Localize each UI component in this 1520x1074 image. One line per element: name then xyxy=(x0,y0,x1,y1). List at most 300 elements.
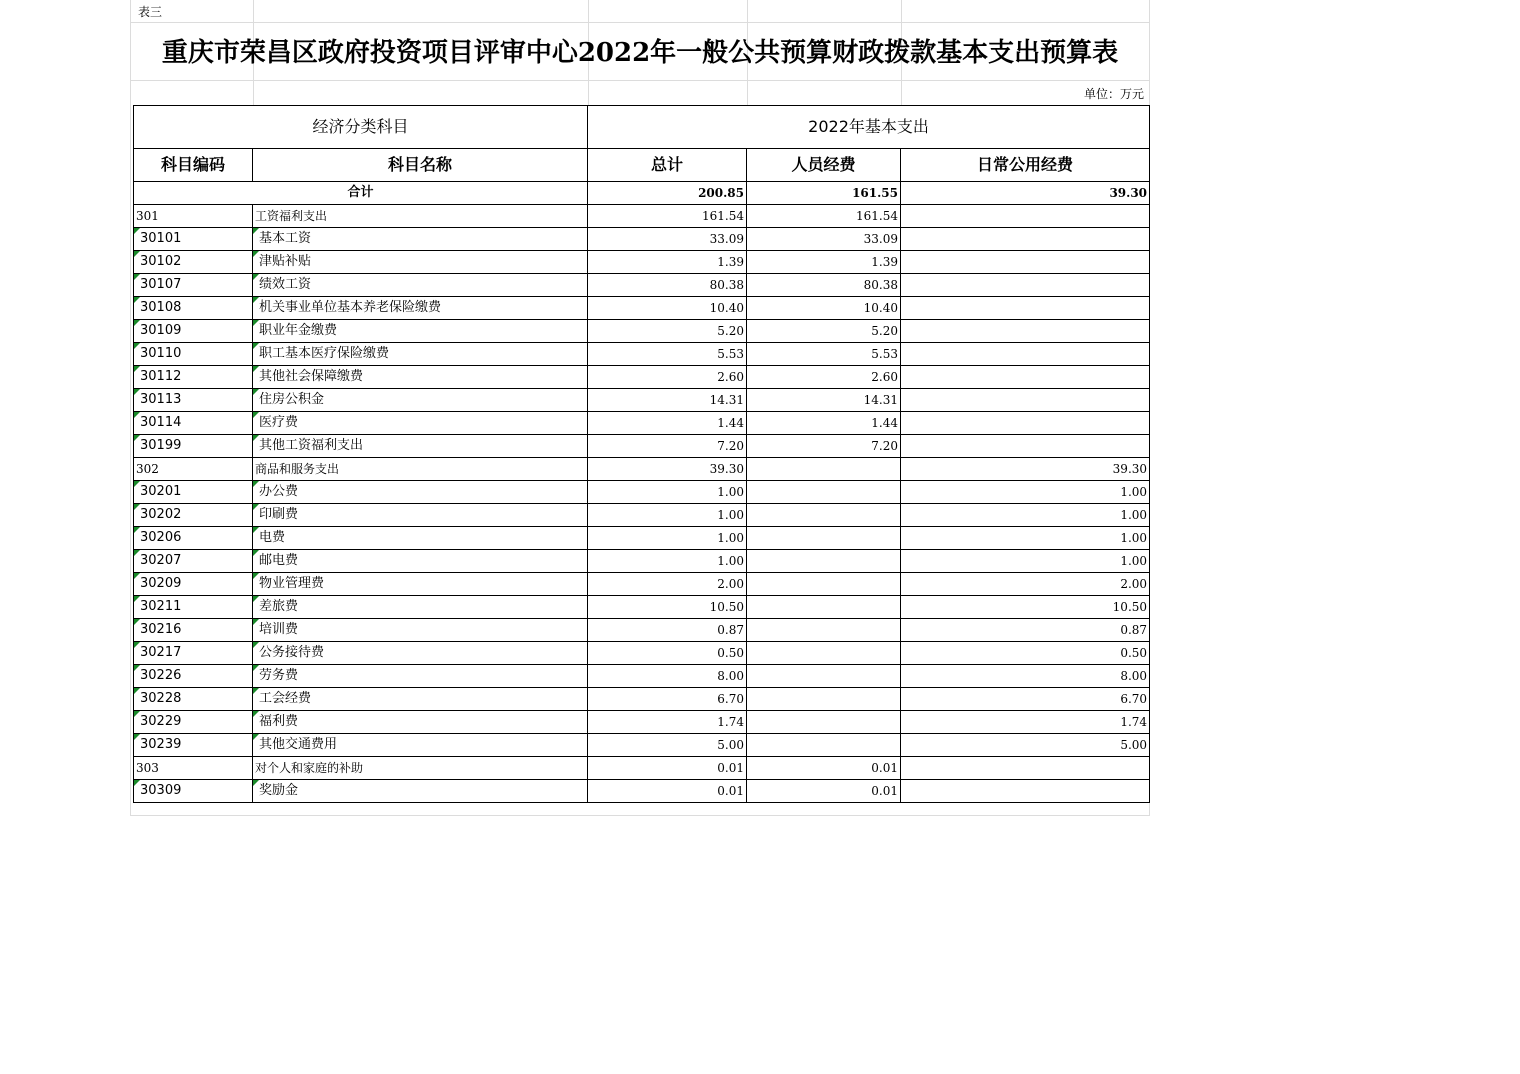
row-personnel xyxy=(747,297,901,320)
row-total-text: 14.31 xyxy=(709,393,745,407)
row-public xyxy=(901,389,1150,412)
row-name-text: 劳务费 xyxy=(259,668,299,683)
row-total xyxy=(588,297,747,320)
row-personnel xyxy=(747,320,901,343)
row-personnel-text: 5.20 xyxy=(871,324,899,338)
row-name-text: 对个人和家庭的补助 xyxy=(255,761,364,775)
row-public xyxy=(901,642,1150,665)
cell-marker-icon xyxy=(134,343,140,349)
row-total xyxy=(588,665,747,688)
cell-marker-icon xyxy=(134,642,140,648)
cell-marker-icon xyxy=(253,389,259,395)
row-name-text: 福利费 xyxy=(259,714,299,729)
cell-marker-icon xyxy=(134,550,140,556)
cell-marker-icon xyxy=(134,619,140,625)
header-public: 日常公用经费 xyxy=(901,149,1150,182)
row-code-text: 30110 xyxy=(140,346,182,361)
row-personnel xyxy=(747,389,901,412)
row-personnel-text: 1.44 xyxy=(871,416,899,430)
row-code xyxy=(134,734,253,757)
row-personnel-text: 10.40 xyxy=(863,301,899,315)
row-total xyxy=(588,527,747,550)
cell-marker-icon xyxy=(253,435,259,441)
row-total xyxy=(588,711,747,734)
row-total-text: 80.38 xyxy=(709,278,745,292)
row-code-text: 30108 xyxy=(140,300,182,315)
row-personnel-text: 161.54 xyxy=(856,209,899,223)
row-name-text: 物业管理费 xyxy=(259,576,325,591)
row-name-text: 其他交通费用 xyxy=(259,737,338,752)
header-total: 总计 xyxy=(588,149,747,182)
row-total-text: 1.44 xyxy=(717,416,745,430)
row-code xyxy=(134,550,253,573)
row-code-text: 30207 xyxy=(140,553,182,568)
row-public xyxy=(901,688,1150,711)
total-label: 合计 xyxy=(134,182,588,205)
row-name xyxy=(253,734,588,757)
row-total-text: 1.00 xyxy=(717,508,745,522)
row-name xyxy=(253,412,588,435)
row-total-text: 7.20 xyxy=(717,439,745,453)
header-expense-group: 2022年基本支出 xyxy=(588,106,1150,149)
row-personnel-text: 1.39 xyxy=(871,255,899,269)
row-total xyxy=(588,757,747,780)
row-code-text: 30113 xyxy=(140,392,182,407)
row-public xyxy=(901,550,1150,573)
row-name xyxy=(253,343,588,366)
cell-marker-icon xyxy=(134,412,140,418)
row-public-text: 2.00 xyxy=(1120,577,1148,591)
row-code xyxy=(134,412,253,435)
row-code-text: 30309 xyxy=(140,783,182,798)
row-personnel xyxy=(747,573,901,596)
cell-marker-icon xyxy=(253,412,259,418)
row-public xyxy=(901,228,1150,251)
row-total-text: 0.01 xyxy=(717,784,745,798)
row-public xyxy=(901,596,1150,619)
row-name xyxy=(253,228,588,251)
gridline xyxy=(130,22,1150,23)
row-name-text: 绩效工资 xyxy=(259,277,312,292)
row-code xyxy=(134,619,253,642)
row-name-text: 住房公积金 xyxy=(259,392,325,407)
row-name xyxy=(253,596,588,619)
row-total-text: 5.00 xyxy=(717,738,745,752)
table-row xyxy=(134,205,1150,228)
row-code-text: 30217 xyxy=(140,645,182,660)
row-total-text: 1.00 xyxy=(717,485,745,499)
cell-marker-icon xyxy=(253,780,259,786)
row-personnel xyxy=(747,780,901,803)
cell-marker-icon xyxy=(134,780,140,786)
row-total xyxy=(588,596,747,619)
row-total xyxy=(588,458,747,481)
row-name xyxy=(253,205,588,228)
row-code xyxy=(134,711,253,734)
table-row xyxy=(134,734,1150,757)
row-personnel xyxy=(747,688,901,711)
table-row xyxy=(134,320,1150,343)
total-personnel: 161.55 xyxy=(747,182,901,205)
row-name-text: 公务接待费 xyxy=(259,645,325,660)
cell-marker-icon xyxy=(253,550,259,556)
row-public xyxy=(901,251,1150,274)
cell-marker-icon xyxy=(253,481,259,487)
spreadsheet-sheet xyxy=(130,0,1150,816)
table-row xyxy=(134,481,1150,504)
row-code-text: 30216 xyxy=(140,622,182,637)
cell-marker-icon xyxy=(253,734,259,740)
row-code xyxy=(134,596,253,619)
gridline xyxy=(130,815,1150,816)
page-title: 重庆市荣昌区政府投资项目评审中心2022年一般公共预算财政拨款基本支出预算表 xyxy=(161,38,1119,68)
table-row xyxy=(134,458,1150,481)
row-total-text: 39.30 xyxy=(709,462,745,476)
table-row xyxy=(134,573,1150,596)
table-row xyxy=(134,711,1150,734)
row-name xyxy=(253,504,588,527)
row-public-text: 8.00 xyxy=(1120,669,1148,683)
row-total xyxy=(588,228,747,251)
row-code-text: 30109 xyxy=(140,323,182,338)
row-name xyxy=(253,573,588,596)
cell-marker-icon xyxy=(253,642,259,648)
row-code-text: 30226 xyxy=(140,668,182,683)
row-public xyxy=(901,780,1150,803)
gridline xyxy=(130,80,1150,81)
row-code xyxy=(134,780,253,803)
row-personnel-text: 2.60 xyxy=(871,370,899,384)
row-code xyxy=(134,366,253,389)
row-personnel xyxy=(747,274,901,297)
row-code xyxy=(134,757,253,780)
row-public xyxy=(901,757,1150,780)
row-total-text: 161.54 xyxy=(702,209,745,223)
row-public-text: 6.70 xyxy=(1120,692,1148,706)
row-total xyxy=(588,412,747,435)
row-name xyxy=(253,251,588,274)
row-name-text: 其他工资福利支出 xyxy=(259,438,364,453)
cell-marker-icon xyxy=(253,619,259,625)
row-name xyxy=(253,435,588,458)
row-total xyxy=(588,550,747,573)
row-total-text: 2.00 xyxy=(717,577,745,591)
row-name xyxy=(253,665,588,688)
row-personnel xyxy=(747,734,901,757)
row-name-text: 商品和服务支出 xyxy=(255,462,340,476)
cell-marker-icon xyxy=(253,665,259,671)
cell-marker-icon xyxy=(134,688,140,694)
row-total xyxy=(588,435,747,458)
row-public xyxy=(901,205,1150,228)
table-row xyxy=(134,757,1150,780)
row-name-text: 工会经费 xyxy=(259,691,312,706)
row-public xyxy=(901,504,1150,527)
table-row xyxy=(134,642,1150,665)
row-total-text: 10.40 xyxy=(709,301,745,315)
row-name-text: 邮电费 xyxy=(259,553,299,568)
cell-marker-icon xyxy=(253,688,259,694)
cell-marker-icon xyxy=(253,527,259,533)
row-personnel xyxy=(747,527,901,550)
row-name-text: 机关事业单位基本养老保险缴费 xyxy=(259,300,442,315)
cell-marker-icon xyxy=(253,366,259,372)
row-personnel xyxy=(747,550,901,573)
row-code xyxy=(134,458,253,481)
row-public xyxy=(901,274,1150,297)
cell-marker-icon xyxy=(253,297,259,303)
table-row xyxy=(134,596,1150,619)
table-row xyxy=(134,412,1150,435)
row-code-text: 30202 xyxy=(140,507,182,522)
row-public-text: 1.74 xyxy=(1120,715,1148,729)
table-row xyxy=(134,504,1150,527)
row-public xyxy=(901,412,1150,435)
row-public-text: 5.00 xyxy=(1120,738,1148,752)
row-total-text: 2.60 xyxy=(717,370,745,384)
row-total xyxy=(588,642,747,665)
row-code-text: 30107 xyxy=(140,277,182,292)
cell-marker-icon xyxy=(134,297,140,303)
row-total-text: 1.39 xyxy=(717,255,745,269)
row-name xyxy=(253,550,588,573)
header-code: 科目编码 xyxy=(134,149,253,182)
row-personnel-text: 33.09 xyxy=(863,232,899,246)
row-total xyxy=(588,320,747,343)
row-personnel-text: 80.38 xyxy=(863,278,899,292)
row-name xyxy=(253,274,588,297)
row-code xyxy=(134,389,253,412)
row-name xyxy=(253,481,588,504)
cell-marker-icon xyxy=(134,389,140,395)
row-public-text: 1.00 xyxy=(1120,508,1148,522)
total-total: 200.85 xyxy=(588,182,747,205)
row-code xyxy=(134,251,253,274)
row-total-text: 10.50 xyxy=(709,600,745,614)
row-code xyxy=(134,642,253,665)
cell-marker-icon xyxy=(253,504,259,510)
row-public-text: 0.50 xyxy=(1120,646,1148,660)
row-code-text: 30199 xyxy=(140,438,182,453)
row-code-text: 303 xyxy=(136,761,159,775)
row-code-text: 30229 xyxy=(140,714,182,729)
row-code xyxy=(134,504,253,527)
table-row xyxy=(134,389,1150,412)
header-row-group xyxy=(134,106,1150,149)
row-name-text: 工资福利支出 xyxy=(255,209,328,223)
row-name xyxy=(253,527,588,550)
row-total-text: 8.00 xyxy=(717,669,745,683)
header-name: 科目名称 xyxy=(253,149,588,182)
table-row xyxy=(134,435,1150,458)
row-total-text: 0.87 xyxy=(717,623,745,637)
row-public xyxy=(901,711,1150,734)
row-name xyxy=(253,297,588,320)
row-name xyxy=(253,458,588,481)
row-public xyxy=(901,619,1150,642)
header-personnel: 人员经费 xyxy=(747,149,901,182)
cell-marker-icon xyxy=(253,573,259,579)
row-name-text: 奖励金 xyxy=(259,783,299,798)
row-total xyxy=(588,366,747,389)
row-personnel xyxy=(747,481,901,504)
row-code xyxy=(134,228,253,251)
row-code xyxy=(134,297,253,320)
row-public xyxy=(901,665,1150,688)
cell-marker-icon xyxy=(134,251,140,257)
cell-marker-icon xyxy=(134,366,140,372)
row-total xyxy=(588,780,747,803)
total-row xyxy=(134,182,1150,205)
row-total xyxy=(588,619,747,642)
row-code xyxy=(134,205,253,228)
row-public xyxy=(901,527,1150,550)
row-public-text: 0.87 xyxy=(1120,623,1148,637)
cell-marker-icon xyxy=(253,251,259,257)
row-total-text: 0.01 xyxy=(717,761,745,775)
cell-marker-icon xyxy=(134,596,140,602)
row-code-text: 301 xyxy=(136,209,159,223)
sheet-label: 表三 xyxy=(138,5,163,19)
cell-marker-icon xyxy=(253,228,259,234)
row-total xyxy=(588,504,747,527)
table-row xyxy=(134,274,1150,297)
cell-marker-icon xyxy=(134,320,140,326)
row-public-text: 1.00 xyxy=(1120,554,1148,568)
row-name xyxy=(253,366,588,389)
row-personnel xyxy=(747,412,901,435)
cell-marker-icon xyxy=(134,527,140,533)
row-total-text: 0.50 xyxy=(717,646,745,660)
row-code-text: 30228 xyxy=(140,691,182,706)
row-total xyxy=(588,688,747,711)
row-public xyxy=(901,734,1150,757)
row-personnel-text: 5.53 xyxy=(871,347,899,361)
row-personnel xyxy=(747,458,901,481)
row-personnel xyxy=(747,642,901,665)
row-public xyxy=(901,481,1150,504)
row-code xyxy=(134,573,253,596)
row-total-text: 5.20 xyxy=(717,324,745,338)
row-personnel-text: 7.20 xyxy=(871,439,899,453)
cell-marker-icon xyxy=(134,481,140,487)
row-personnel xyxy=(747,504,901,527)
row-name-text: 津贴补贴 xyxy=(259,254,312,269)
row-code xyxy=(134,343,253,366)
table-row xyxy=(134,780,1150,803)
row-personnel xyxy=(747,343,901,366)
row-name-text: 印刷费 xyxy=(259,507,299,522)
row-total-text: 1.00 xyxy=(717,531,745,545)
row-name-text: 差旅费 xyxy=(259,599,299,614)
row-code xyxy=(134,320,253,343)
row-personnel xyxy=(747,251,901,274)
row-total xyxy=(588,343,747,366)
row-public xyxy=(901,343,1150,366)
row-total xyxy=(588,205,747,228)
row-name xyxy=(253,389,588,412)
row-code-text: 30101 xyxy=(140,231,182,246)
row-name-text: 办公费 xyxy=(259,484,299,499)
row-total xyxy=(588,481,747,504)
row-name-text: 培训费 xyxy=(259,622,299,637)
row-personnel xyxy=(747,711,901,734)
row-total-text: 1.74 xyxy=(717,715,745,729)
header-category-group: 经济分类科目 xyxy=(134,106,588,149)
row-name xyxy=(253,320,588,343)
cell-marker-icon xyxy=(253,711,259,717)
budget-table xyxy=(133,105,1150,803)
table-row xyxy=(134,550,1150,573)
table-row xyxy=(134,665,1150,688)
row-public xyxy=(901,573,1150,596)
row-personnel-text: 0.01 xyxy=(871,784,899,798)
cell-marker-icon xyxy=(134,711,140,717)
row-code-text: 30211 xyxy=(140,599,182,614)
cell-marker-icon xyxy=(134,274,140,280)
gridline xyxy=(130,0,131,816)
row-name-text: 职工基本医疗保险缴费 xyxy=(259,346,390,361)
row-code-text: 30209 xyxy=(140,576,182,591)
row-code-text: 30102 xyxy=(140,254,182,269)
cell-marker-icon xyxy=(134,228,140,234)
row-code-text: 30112 xyxy=(140,369,182,384)
row-name-text: 其他社会保障缴费 xyxy=(259,369,364,384)
cell-marker-icon xyxy=(253,274,259,280)
row-code-text: 30206 xyxy=(140,530,182,545)
row-total xyxy=(588,251,747,274)
cell-marker-icon xyxy=(253,320,259,326)
table-row xyxy=(134,366,1150,389)
table-row xyxy=(134,343,1150,366)
row-code xyxy=(134,665,253,688)
row-public-text: 39.30 xyxy=(1112,462,1148,476)
row-personnel xyxy=(747,665,901,688)
row-name xyxy=(253,757,588,780)
row-personnel xyxy=(747,228,901,251)
row-personnel-text: 14.31 xyxy=(863,393,899,407)
row-personnel xyxy=(747,205,901,228)
cell-marker-icon xyxy=(134,435,140,441)
row-total xyxy=(588,274,747,297)
row-total xyxy=(588,389,747,412)
row-personnel-text: 0.01 xyxy=(871,761,899,775)
row-public xyxy=(901,435,1150,458)
row-name xyxy=(253,711,588,734)
row-code-text: 30239 xyxy=(140,737,182,752)
row-public xyxy=(901,458,1150,481)
row-name-text: 电费 xyxy=(259,530,286,545)
row-name-text: 职业年金缴费 xyxy=(259,323,338,338)
row-name xyxy=(253,780,588,803)
row-total xyxy=(588,573,747,596)
row-name xyxy=(253,619,588,642)
table-row xyxy=(134,228,1150,251)
row-code-text: 30201 xyxy=(140,484,182,499)
cell-marker-icon xyxy=(134,665,140,671)
table-row xyxy=(134,297,1150,320)
row-total xyxy=(588,734,747,757)
row-public-text: 10.50 xyxy=(1112,600,1148,614)
row-name-text: 基本工资 xyxy=(259,231,312,246)
cell-marker-icon xyxy=(134,504,140,510)
row-code xyxy=(134,688,253,711)
row-public xyxy=(901,320,1150,343)
row-code xyxy=(134,481,253,504)
row-code xyxy=(134,435,253,458)
row-public xyxy=(901,366,1150,389)
cell-marker-icon xyxy=(134,734,140,740)
